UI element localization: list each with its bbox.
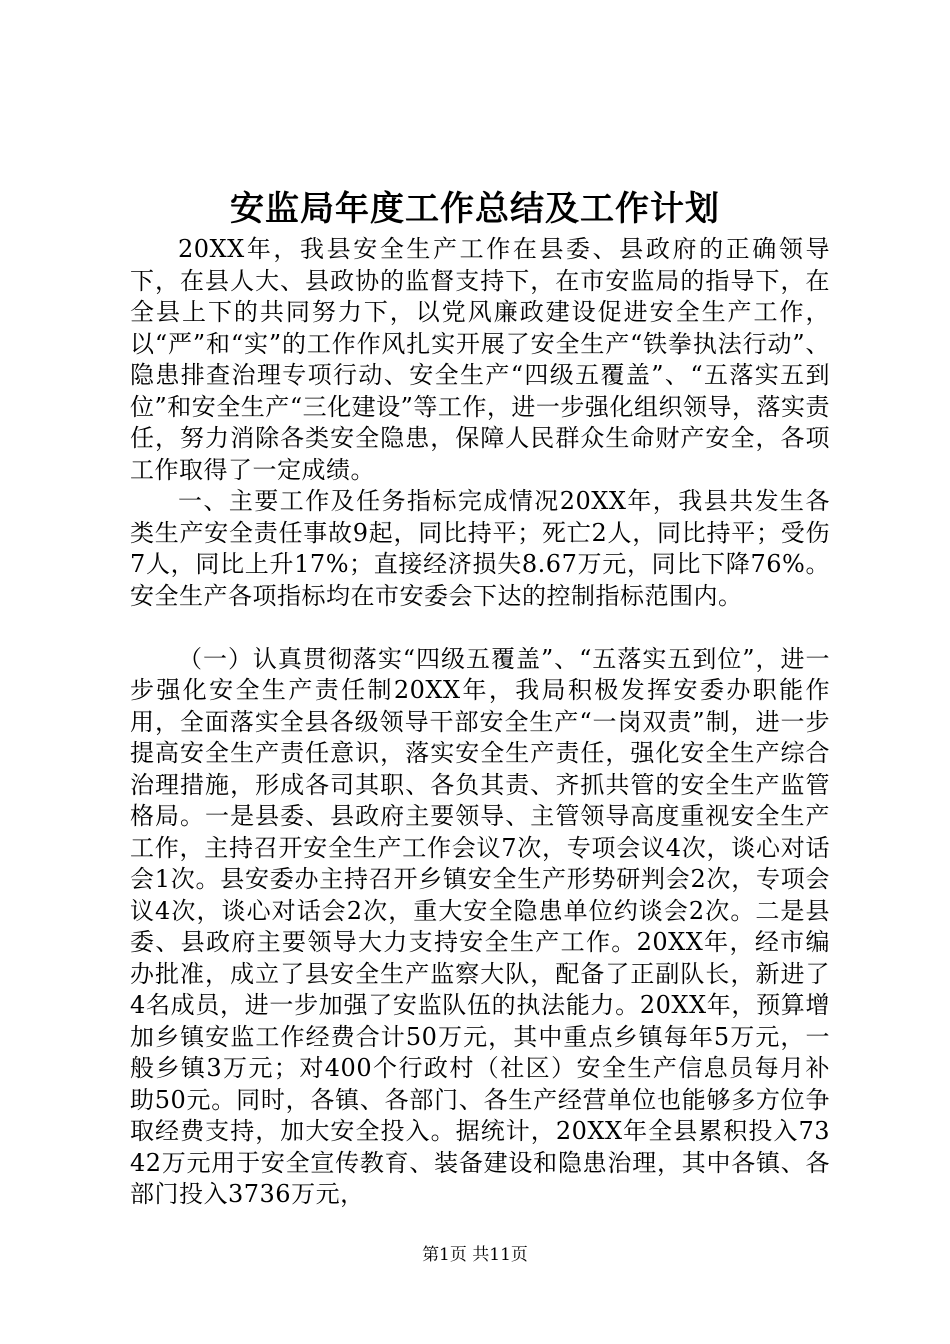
paragraph-responsibility: （一）认真贯彻落实“四级五覆盖”、“五落实五到位”，进一步强化安全生产责任制20XX年，我局积极发挥安委办职能作用，全面落实全县各级领导干部安全生产“一岗双责”制，进一步提高安全生产责任意识，落实安全生产责任，强化安全生产综合治理措施，形成各司其职、各负其责、齐抓共管的安全生产监管格局。一是县委、县政府主要领导、主管领导高度重视安全生产工作，主持召开安全生产工作会议7次，专项会议4次，谈心对话会1次。县安委办主持召开乡镇安全生产形势研判会2次，专项会议4次，谈心对话会2次，重大安全隐患单位约谈会2次。二是县委、县政府主要领导大力支持安全生产工作。20XX年，经市编办批准，成立了县安全生产监察大队，配备了正副队长，新进了4名成员，进一步加强了安监队伍的执法能力。20XX年，预算增加乡镇安监工作经费合计50万元，其中重点乡镇每年5万元，一般乡镇3万元；对400个行政村（社区）安全生产信息员每月补助50元。同时，各镇、各部门、各生产经营单位也能够多方位争取经费支持，加大安全投入。据统计，20XX年全县累积投入7342万元用于安全宣传教育、装备建设和隐患治理，其中各镇、各部门投入3736万元， [130, 644, 830, 1208]
document-body [130, 234, 830, 1211]
paragraph-intro: 20XX年，我县安全生产工作在县委、县政府的正确领导下，在县人大、县政协的监督支持下，在市安监局的指导下，在全县上下的共同努力下，以党风廉政建设促进安全生产工作，以“严”和“实”的工作作风扎实开展了安全生产“铁拳执法行动”、隐患排查治理专项行动、安全生产“四级五覆盖”、“五落实五到位”和安全生产“三化建设”等工作，进一步强化组织领导，落实责任，努力消除各类安全隐患，保障人民群众生命财产安全，各项工作取得了一定成绩。 [130, 235, 830, 484]
page-number-footer: 第1页 共11页 [422, 1245, 528, 1265]
page-title: 安监局年度工作总结及工作计划 [230, 189, 720, 229]
paragraph-main-tasks: 一、主要工作及任务指标完成情况20XX年，我县共发生各类生产安全责任事故9起，同比持平；死亡2人，同比持平；受伤7人，同比上升17%；直接经济损失8.67万元，同比下降76%。安全生产各项指标均在市安委会下达的控制指标范围内。 [130, 487, 830, 610]
